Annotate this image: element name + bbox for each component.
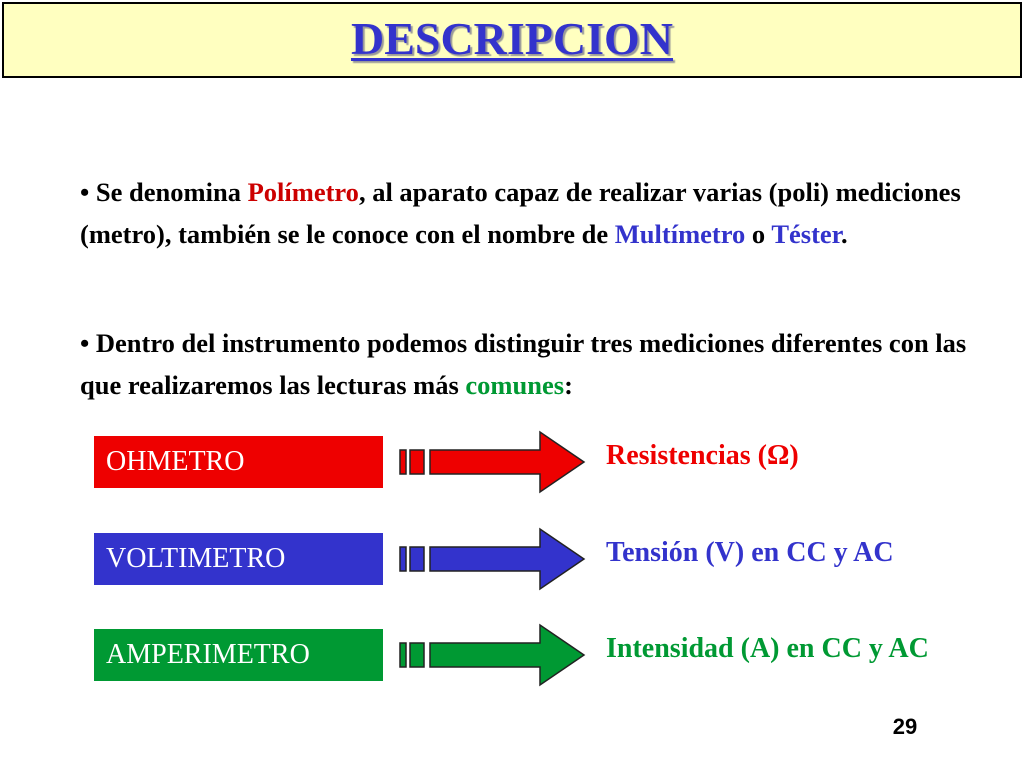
keyword-multimetro: Multímetro bbox=[614, 219, 746, 249]
text-segment: . bbox=[841, 219, 848, 249]
row-ohmetro bbox=[0, 436, 1024, 492]
bullet: • bbox=[80, 328, 90, 358]
bullet: • bbox=[80, 177, 90, 207]
text-segment: Dentro del instrumento podemos distinguir tres mediciones diferentes con las que realizaremos las lecturas más bbox=[80, 328, 967, 400]
amperimetro-result: Intensidad (A) en CC y AC bbox=[606, 633, 929, 664]
paragraph-mediciones bbox=[80, 322, 980, 406]
amperimetro-label: AMPERIMETRO bbox=[94, 629, 383, 681]
keyword-tester: Téster bbox=[771, 219, 841, 249]
keyword-comunes: comunes bbox=[465, 370, 565, 400]
text-segment: Se denomina bbox=[89, 177, 248, 207]
row-amperimetro bbox=[0, 629, 1024, 685]
text-segment: o bbox=[745, 219, 772, 249]
text-segment: , al aparato capaz de realizar varias (poli) mediciones (metro), también se le conoce con el nombre de bbox=[80, 177, 961, 249]
ohmetro-label: OHMETRO bbox=[94, 436, 383, 488]
page-number: 29 bbox=[892, 714, 918, 739]
title-banner bbox=[2, 2, 1022, 78]
voltimetro-result: Tensión (V) en CC y AC bbox=[606, 537, 894, 568]
arrow-right-icon bbox=[398, 527, 588, 591]
ohmetro-result: Resistencias (Ω) bbox=[606, 440, 799, 471]
voltimetro-label: VOLTIMETRO bbox=[94, 533, 383, 585]
row-voltimetro bbox=[0, 533, 1024, 589]
arrow-right-icon bbox=[398, 430, 588, 494]
text-segment: : bbox=[564, 370, 573, 400]
slide-title: DESCRIPCION bbox=[350, 13, 674, 64]
keyword-polimetro: Polímetro bbox=[247, 177, 359, 207]
paragraph-polimetro bbox=[80, 171, 980, 255]
arrow-right-icon bbox=[398, 623, 588, 687]
